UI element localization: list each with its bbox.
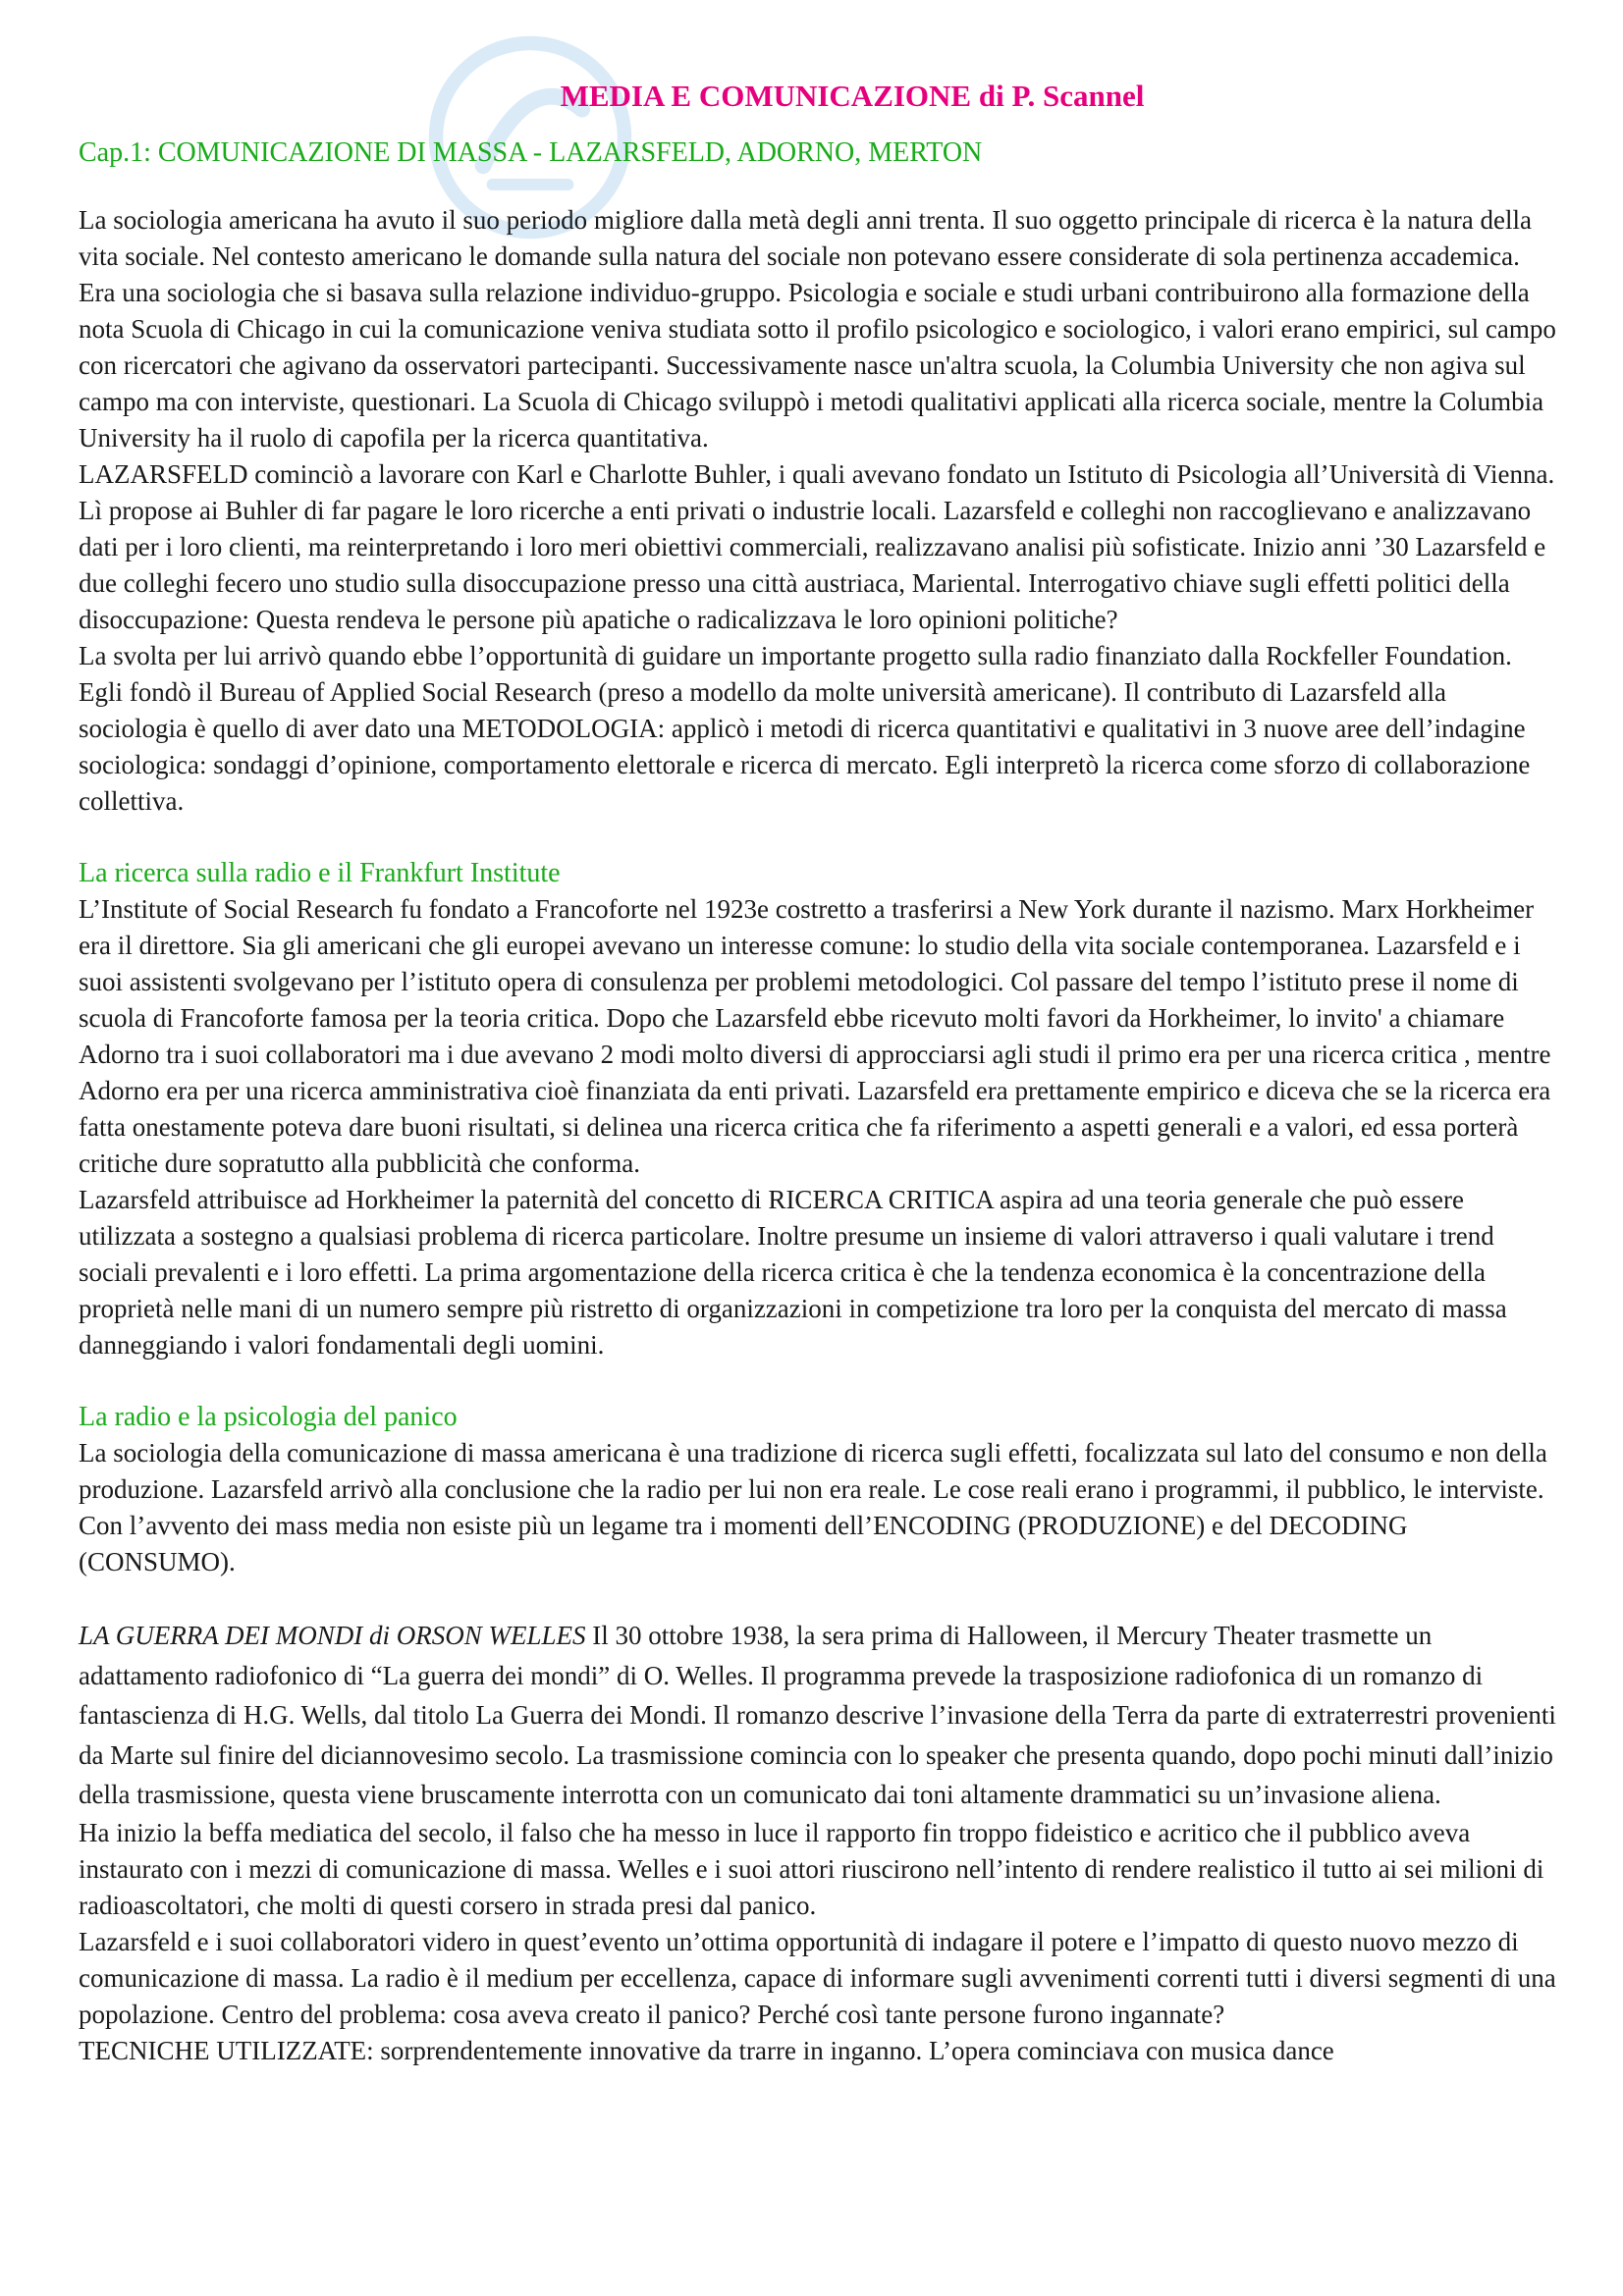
document-title: MEDIA E COMUNICAZIONE di P. Scannel [560,79,1145,113]
welles-paragraph-1-text: Il 30 ottobre 1938, la sera prima di Halloween, il Mercury Theater trasmette un adattamento radiofonico di “La guerra dei mondi” di O. Welles. Il programma prevede la trasposizione radiofonica di un romanzo di fantascienza di H.G. Wells, dal titolo La Guerra dei Mondi. Il romanzo descrive l’invasione della Terra da parte di extraterrestri provenienti da Marte sul finire del diciannovesimo secolo. La trasmissione comincia con lo speaker che presenta quando, dopo pochi minuti dall’inizio della trasmissione, questa viene bruscamente interrotta con un comunicato dai toni altamente drammatici su un’invasione aliena. [79,1621,1556,1809]
chapter-heading: Cap.1: COMUNICAZIONE DI MASSA - LAZARSFELD, ADORNO, MERTON [79,137,983,168]
welles-paragraph-1 [79,1616,1557,1815]
section-heading-panic: La radio e la psicologia del panico [79,1402,458,1432]
frankfurt-paragraph-1: L’Institute of Social Research fu fondato a Francoforte nel 1923e costretto a trasferirsi a New York durante il nazismo. Marx Horkheimer era il direttore. Sia gli americani che gli europei avevano un interesse comune: lo studio della vita sociale contemporanea. Lazarsfeld e i suoi assistenti svolgevano per l’istituto opera di consulenza per problemi metodologici. Col passare del tempo l’istituto prese il nome di scuola di Francoforte famosa per la teoria critica. Dopo che Lazarsfeld ebbe ricevuto molti favori da Horkheimer, lo invito' a chiamare Adorno tra i suoi collaboratori ma i due avevano 2 modi molto diversi di approcciarsi agli studi il primo era per una ricerca critica , mentre Adorno era per una ricerca amministrativa cioè finanziata da enti privati. Lazarsfeld era prettamente empirico e diceva che se la ricerca era fatta onestamente poteva dare buoni risultati, si delinea una ricerca critica che fa riferimento a aspetti generali e a valori, ed essa porterà critiche dure sopratutto alla pubblicità che conforma. [79,894,1551,1178]
intro-paragraph-1: La sociologia americana ha avuto il suo periodo migliore dalla metà degli anni trenta. Il suo oggetto principale di ricerca è la natura della vita sociale. Nel contesto americano le domande sulla natura del sociale non potevano essere considerate di sola pertinenza accademica. Era una sociologia che si basava sulla relazione individuo-gruppo. Psicologia e sociale e studi urbani contribuirono alla formazione della nota Scuola di Chicago in cui la comunicazione veniva studiata sotto il profilo psicologico e sociologico, i valori erano empirici, sul campo con ricercatori che agivano da osservatori partecipanti. Successivamente nasce un'altra scuola, la Columbia University che non agiva sul campo ma con interviste, questionari. La Scuola di Chicago sviluppò i metodi qualitativi applicati alla ricerca sociale, mentre la Columbia University ha il ruolo di capofila per la ricerca quantitativa. [79,205,1556,453]
panic-paragraph-1: La sociologia della comunicazione di massa americana è una tradizione di ricerca sugli effetti, focalizzata sul lato del consumo e non della produzione. Lazarsfeld arrivò alla conclusione che la radio per lui non era reale. Le cose reali erano i programmi, il pubblico, le interviste. Con l’avvento dei mass media non esiste più un legame tra i momenti dell’ENCODING (PRODUZIONE) e del DECODING (CONSUMO). [79,1438,1547,1576]
welles-paragraph-2: Ha inizio la beffa mediatica del secolo, il falso che ha messo in luce il rapporto fin troppo fideistico e acritico che il pubblico aveva instaurato con i mezzi di comunicazione di massa. Welles e i suoi attori riuscirono nell’intento di rendere realistico il tutto ai sei milioni di radioascoltatori, che molti di questi corsero in strada presi dal panico. [79,1817,1544,1920]
document-page [79,77,1557,2069]
frankfurt-paragraph-2: Lazarsfeld attribuisce ad Horkheimer la paternità del concetto di RICERCA CRITICA aspira ad una teoria generale che può essere utilizzata a sostegno a qualsiasi problema di ricerca particolare. Inoltre presume un insieme di valori attraverso i quali valutare i trend sociali prevalenti e i loro effetti. La prima argomentazione della ricerca critica è che la tendenza economica è la concentrazione della proprietà nelle mani di un numero sempre più ristretto di organizzazioni in competizione tra loro per la conquista del mercato di massa danneggiando i valori fondamentali degli uomini. [79,1185,1507,1360]
intro-paragraph-3: La svolta per lui arrivò quando ebbe l’opportunità di guidare un importante progetto sulla radio finanziato dalla Rockfeller Foundation. Egli fondò il Bureau of Applied Social Research (preso a modello da molte università americane). Il contributo di Lazarsfeld alla sociologia è quello di aver dato una METODOLOGIA: applicò i metodi di ricerca quantitativi e qualitativi in 3 nuove aree dell’indagine sociologica: sondaggi d’opinione, comportamento elettorale e ricerca di mercato. Egli interpretò la ricerca come sforzo di collaborazione collettiva. [79,641,1531,816]
welles-paragraph-3: Lazarsfeld e i suoi collaboratori videro in quest’evento un’ottima opportunità di indagare il potere e l’impatto di questo nuovo mezzo di comunicazione di massa. La radio è il medium per eccellenza, capace di informare sugli avvenimenti correnti tutti i diversi segmenti di una popolazione. Centro del problema: cosa aveva creato il panico? Perché così tante persone furono ingannate? [79,1926,1556,2029]
welles-paragraph-4: TECNICHE UTILIZZATE: sorprendentemente innovative da trarre in inganno. L’opera cominciava con musica dance [79,2035,1334,2065]
intro-paragraph-2: LAZARSFELD cominciò a lavorare con Karl e Charlotte Buhler, i quali avevano fondato un Istituto di Psicologia all’Università di Vienna. Lì propose ai Buhler di far pagare le loro ricerche a enti privati o industrie locali. Lazarsfeld e colleghi non raccoglievano e analizzavano dati per i loro clienti, ma reinterpretando i loro meri obiettivi commerciali, realizzavano analisi più sofisticate. Inizio anni ’30 Lazarsfeld e due colleghi fecero uno studio sulla disoccupazione presso una città austriaca, Mariental. Interrogativo chiave sugli effetti politici della disoccupazione: Questa rendeva le persone più apatiche o radicalizzava le loro opinioni politiche? [79,459,1555,634]
welles-italic-lead: LA GUERRA DEI MONDI di ORSON WELLES [79,1621,586,1650]
section-heading-frankfurt: La ricerca sulla radio e il Frankfurt Institute [79,858,561,888]
